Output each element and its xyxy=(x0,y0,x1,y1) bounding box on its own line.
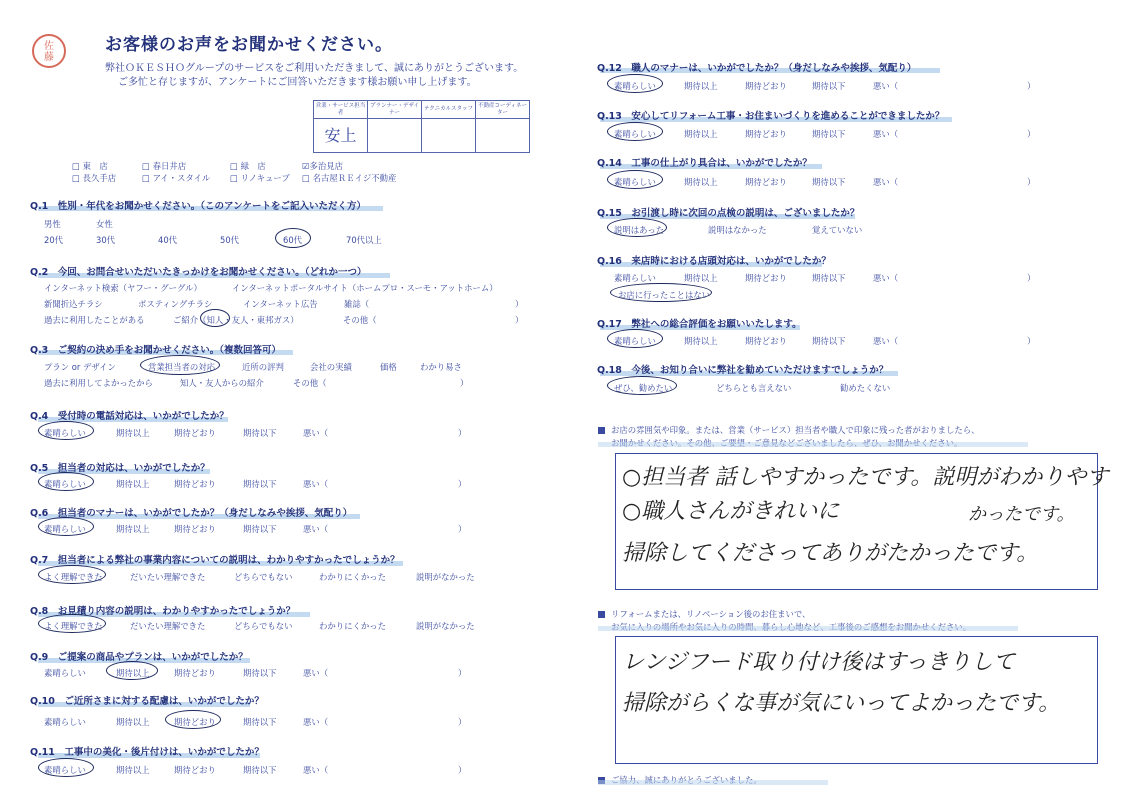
rating-option[interactable]: 期待どおり xyxy=(745,81,787,91)
rating-selected[interactable]: 素晴らしい xyxy=(614,129,656,139)
understand-option[interactable]: だいたい理解できた xyxy=(130,621,206,631)
paren: ） xyxy=(460,378,469,388)
staff-table xyxy=(313,100,530,153)
rating-option[interactable]: 期待以下 xyxy=(243,668,277,678)
paren: ） xyxy=(458,428,467,438)
rating-option[interactable]: 悪い（ xyxy=(873,177,899,187)
paren: ） xyxy=(1027,129,1036,139)
option[interactable]: 近所の評判 xyxy=(242,362,284,372)
rating-option[interactable]: 期待以下 xyxy=(812,129,846,139)
store-checkbox[interactable]: □ アイ・スタイル xyxy=(142,173,211,183)
question-17: Q.17 弊社への総合評価をお願いいたします。 xyxy=(597,319,802,330)
option[interactable]: インターネットポータルサイト（ホームプロ・スーモ・アットホーム） xyxy=(232,283,498,293)
understand-selected[interactable]: よく理解できた xyxy=(44,572,103,582)
staff-header: 営業・サービス担当者 xyxy=(314,101,368,119)
paren: ） xyxy=(515,299,524,309)
rating-option[interactable]: 悪い（ xyxy=(303,428,329,438)
understand-option[interactable]: どちらでもない xyxy=(234,572,293,582)
question-5: Q.5 担当者の対応は、いかがでしたか？ xyxy=(30,463,210,474)
paren: ） xyxy=(1027,273,1036,283)
staff-header: 不動産コーディネーター xyxy=(476,101,530,119)
comment-2-line: レンジフード取り付け後はすっきりして xyxy=(622,650,1015,675)
comment-1-line: ○職人さんがきれいに xyxy=(622,499,840,524)
staff-header: テクニカルスタッフ xyxy=(422,101,476,119)
rating-option[interactable]: 期待どおり xyxy=(174,524,216,534)
question-14: Q.14 工事の仕上がり具合は、いかがでしたか？ xyxy=(597,158,812,169)
rating-option[interactable]: 期待以上 xyxy=(684,81,718,91)
rating-selected[interactable]: 素晴らしい xyxy=(44,479,86,489)
question-3: Q.3 ご契約の決め手をお聞かせください。（複数回答可） xyxy=(30,345,282,356)
option[interactable]: その他（ xyxy=(343,315,377,325)
rating-option[interactable]: 期待以下 xyxy=(812,177,846,187)
rating-selected[interactable]: 素晴らしい xyxy=(44,524,86,534)
rating-option[interactable]: 期待以上 xyxy=(116,765,150,775)
rating-option[interactable]: 悪い（ xyxy=(873,81,899,91)
rating-option[interactable]: 素晴らしい xyxy=(44,668,86,678)
rating-option[interactable]: 素晴らしい xyxy=(44,717,86,727)
rating-option[interactable]: 悪い（ xyxy=(303,524,329,534)
age-option[interactable]: 40代 xyxy=(158,235,178,245)
option[interactable]: ご紹介（知人・友人・東邦ガス） xyxy=(173,315,299,325)
paren: ） xyxy=(458,668,467,678)
store-checkbox[interactable]: □ 長久手店 xyxy=(72,173,117,183)
option[interactable]: 過去に利用したことがある xyxy=(44,315,145,325)
option-selected[interactable]: 営業担当者の対応 xyxy=(148,362,215,372)
rating-option[interactable]: 期待以上 xyxy=(116,479,150,489)
option[interactable]: その他（ xyxy=(293,378,327,388)
comment-1-line: ○担当者 話しやすかったです。説明がわかりやす xyxy=(622,465,1109,490)
rating-option[interactable]: 期待以上 xyxy=(116,524,150,534)
rating-option[interactable]: 期待どおり xyxy=(174,765,216,775)
comment-2-line: 掃除がらくな事が気にいってよかったです。 xyxy=(622,691,1061,716)
understand-selected[interactable]: よく理解できた xyxy=(44,621,103,631)
rating-option[interactable]: 悪い（ xyxy=(873,129,899,139)
option[interactable]: 価格 xyxy=(380,362,397,372)
paren: ） xyxy=(458,717,467,727)
page-title: お客様のお声をお聞かせください。 xyxy=(105,35,393,55)
rating-selected[interactable]: 素晴らしい xyxy=(44,428,86,438)
seal-stamp: 佐 藤 xyxy=(32,34,66,68)
option[interactable]: わかり易さ xyxy=(420,362,462,372)
store-checkbox-checked[interactable]: ☑多治見店 xyxy=(302,161,344,171)
rating-option[interactable]: 期待以上 xyxy=(684,177,718,187)
paren: ） xyxy=(458,479,467,489)
rating-option[interactable]: 期待以下 xyxy=(243,479,277,489)
rating-option[interactable]: 期待以下 xyxy=(243,717,277,727)
option[interactable]: インターネット検索（ヤフー・グーグル） xyxy=(44,283,202,293)
age-option-selected[interactable]: 60代 xyxy=(283,235,303,245)
rating-option[interactable]: 悪い（ xyxy=(303,668,329,678)
rating-option[interactable]: 悪い（ xyxy=(873,273,899,283)
option[interactable]: ポスティングチラシ xyxy=(138,299,213,309)
question-18: Q.18 今後、お知り合いに弊社を勧めていただけますでしょうか？ xyxy=(597,365,889,376)
comment-2-prompt: リフォームまたは、リノベーション後のお住まいで、 xyxy=(598,608,810,620)
understand-option[interactable]: 説明がなかった xyxy=(416,572,475,582)
rating-option[interactable]: 期待以上 xyxy=(684,336,718,346)
rating-selected[interactable]: 期待以上 xyxy=(116,668,150,678)
intro-line-1: 弊社ＯＫＥＳＨＯグループのサービスをご利用いただきまして、誠にありがとうございます。 xyxy=(105,63,524,74)
question-1: Q.1 性別・年代をお聞かせください。（このアンケートをご記入いただく方） xyxy=(30,201,366,212)
question-8: Q.8 お見積り内容の説明は、わかりやすかったでしょうか？ xyxy=(30,606,296,617)
question-11: Q.11 工事中の美化・後片付けは、いかがでしたか？ xyxy=(30,747,264,758)
staff-name: 安上 xyxy=(314,119,368,153)
gender-option[interactable]: 男性 xyxy=(44,219,61,229)
understand-option[interactable]: わかりにくかった xyxy=(319,621,386,631)
rating-selected[interactable]: 素晴らしい xyxy=(614,177,656,187)
rating-option[interactable]: 期待どおり xyxy=(745,273,787,283)
rating-selected[interactable]: 素晴らしい xyxy=(614,336,656,346)
option[interactable]: 勧めたくない xyxy=(840,383,891,393)
rating-option[interactable]: 期待どおり xyxy=(745,177,787,187)
option[interactable]: 過去に利用してよかったから xyxy=(44,378,153,388)
rating-option[interactable]: 期待以下 xyxy=(812,273,846,283)
rating-option[interactable]: 素晴らしい xyxy=(614,273,656,283)
understand-option[interactable]: どちらでもない xyxy=(234,621,293,631)
staff-header: プランナー・デザイナー xyxy=(368,101,422,119)
rating-option[interactable]: 期待以上 xyxy=(684,129,718,139)
paren: ） xyxy=(458,524,467,534)
comment-1-line: 掃除してくださってありがたかったです。 xyxy=(622,541,1039,566)
option[interactable]: 説明はなかった xyxy=(708,225,767,235)
age-option[interactable]: 30代 xyxy=(96,235,116,245)
store-checkbox[interactable]: □ 春日井店 xyxy=(142,161,187,171)
rating-option[interactable]: 悪い（ xyxy=(303,717,329,727)
age-option[interactable]: 70代以上 xyxy=(346,235,382,245)
option[interactable]: プラン or デザイン xyxy=(44,362,116,372)
rating-option[interactable]: 期待以下 xyxy=(812,336,846,346)
paren: ） xyxy=(515,315,524,325)
question-6: Q.6 担当者のマナーは、いかがでしたか？（身だしなみや挨拶、気配り） xyxy=(30,508,353,519)
store-checkbox[interactable]: □ リノキューブ xyxy=(230,173,290,183)
comment-1-line: かったです。 xyxy=(968,504,1075,525)
rating-option[interactable]: 悪い（ xyxy=(303,765,329,775)
question-12: Q.12 職人のマナーは、いかがでしたか？（身だしなみや挨拶、気配り） xyxy=(597,63,917,74)
rating-option[interactable]: 期待どおり xyxy=(745,129,787,139)
option[interactable]: 覚えていない xyxy=(812,225,863,235)
option[interactable]: インターネット広告 xyxy=(243,299,318,309)
store-checkbox[interactable]: □ 名古屋ＲＥイジ不動産 xyxy=(302,173,397,183)
rating-option[interactable]: 期待どおり xyxy=(174,668,216,678)
question-10: Q.10 ご近所さまに対する配慮は、いかがでしたか？ xyxy=(30,696,264,707)
rating-option[interactable]: 期待以下 xyxy=(243,524,277,534)
question-16: Q.16 来店時における店頭対応は、いかがでしたか？ xyxy=(597,256,831,267)
rating-option[interactable]: 期待以下 xyxy=(243,428,277,438)
option[interactable]: 会社の実績 xyxy=(310,362,352,372)
gender-option[interactable]: 女性 xyxy=(96,219,113,229)
paren: ） xyxy=(458,765,467,775)
understand-option[interactable]: わかりにくかった xyxy=(319,572,386,582)
rating-option[interactable]: 悪い（ xyxy=(873,336,899,346)
rating-selected[interactable]: 素晴らしい xyxy=(614,81,656,91)
question-2: Q.2 今回、お問合せいただいたきっかけをお聞かせください。（どれか一つ） xyxy=(30,267,367,278)
paren: ） xyxy=(1027,336,1036,346)
rating-option[interactable]: 期待以上 xyxy=(116,428,150,438)
question-7: Q.7 担当者による弊社の事業内容についての説明は、わかりやすかったでしょうか？ xyxy=(30,555,400,566)
store-checkbox[interactable]: □ 緑 店 xyxy=(230,161,266,171)
question-13: Q.13 安心してリフォーム工事・お住まいづくりを進めることができましたか？ xyxy=(597,111,945,122)
rating-selected[interactable]: 期待どおり xyxy=(174,717,216,727)
option[interactable]: 新聞折込チラシ xyxy=(44,299,103,309)
rating-option[interactable]: 期待どおり xyxy=(745,336,787,346)
understand-option[interactable]: だいたい理解できた xyxy=(130,572,206,582)
option-selected[interactable]: 説明はあった xyxy=(614,225,665,235)
age-option[interactable]: 20代 xyxy=(44,235,64,245)
option-selected[interactable]: お店に行ったことはない xyxy=(618,290,711,300)
comment-1-prompt: お店の雰囲気や印象。または、営業（サービス）担当者や職人で印象に残った者がおりましたら、 xyxy=(598,424,980,436)
understand-option[interactable]: 説明がなかった xyxy=(416,621,475,631)
rating-option[interactable]: 期待以下 xyxy=(243,765,277,775)
store-checkbox[interactable]: □ 東 店 xyxy=(72,161,108,171)
rating-option[interactable]: 期待どおり xyxy=(174,479,216,489)
rating-option[interactable]: 期待以下 xyxy=(812,81,846,91)
rating-option[interactable]: 悪い（ xyxy=(303,479,329,489)
rating-option[interactable]: 期待どおり xyxy=(174,428,216,438)
question-4: Q.4 受付時の電話対応は、いかがでしたか？ xyxy=(30,411,229,422)
rating-selected[interactable]: 素晴らしい xyxy=(44,765,86,775)
intro-line-2: ご多忙と存じますが、アンケートにご回答いただきます様お願い申し上げます。 xyxy=(118,77,477,88)
option[interactable]: 知人・友人からの紹介 xyxy=(180,378,264,388)
paren: ） xyxy=(1027,177,1036,187)
option[interactable]: どちらとも言えない xyxy=(716,383,792,393)
rating-option[interactable]: 期待以上 xyxy=(116,717,150,727)
option[interactable]: 雑誌（ xyxy=(344,299,370,309)
paren: ） xyxy=(1027,81,1036,91)
age-option[interactable]: 50代 xyxy=(220,235,240,245)
option-selected[interactable]: ぜひ、勧めたい xyxy=(614,383,673,393)
rating-option[interactable]: 期待以上 xyxy=(684,273,718,283)
question-15: Q.15 お引渡し時に次回の点検の説明は、ございましたか？ xyxy=(597,208,860,219)
question-9: Q.9 ご提案の商品やプランは、いかがでしたか？ xyxy=(30,652,248,663)
